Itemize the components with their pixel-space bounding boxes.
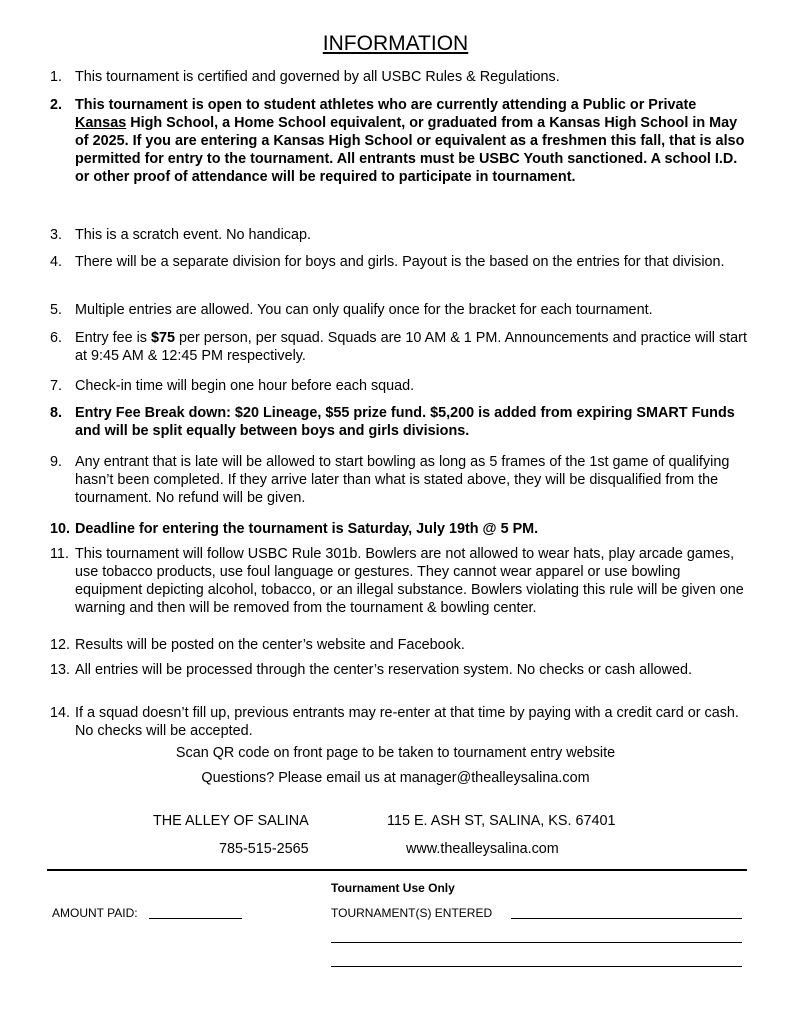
item-text-part: This is a scratch event. No handicap. <box>75 227 311 243</box>
item-text <box>75 301 750 319</box>
info-item <box>50 545 750 617</box>
item-text <box>75 520 750 538</box>
info-item <box>50 704 750 740</box>
tournaments-entered-field-3[interactable] <box>331 966 742 967</box>
amount-paid-field[interactable] <box>149 918 242 919</box>
item-text-part: Multiple entries are allowed. You can only qualify once for the bracket for each tournament. <box>75 302 653 318</box>
info-item <box>50 329 750 365</box>
item-text <box>75 96 750 186</box>
item-text-part: This tournament will follow USBC Rule 301b. Bowlers are not allowed to wear hats, play arcade games, use tobacco products, use foul language or gestures. They cannot wear apparel or use bowling equipment depicting alcohol, tobacco, or an illegal substance. Bowlers violating this rule will be given one warning and then will be removed from the tournament & bowling center. <box>75 546 744 616</box>
info-item <box>50 68 750 86</box>
info-item <box>50 301 750 319</box>
info-item <box>50 453 750 507</box>
tournaments-entered-field-2[interactable] <box>331 942 742 943</box>
info-item <box>50 253 750 271</box>
item-text-part: There will be a separate division for boys and girls. Payout is the based on the entries for that division. <box>75 254 725 270</box>
item-text-part: If a squad doesn’t fill up, previous entrants may re-enter at that time by paying with a credit card or cash. No checks will be accepted. <box>75 705 739 739</box>
item-number: 2. <box>50 97 63 113</box>
item-number: 12. <box>50 637 71 653</box>
item-text <box>75 545 750 617</box>
venue-phone: 785-515-2565 <box>219 841 309 857</box>
venue-address: 115 E. ASH ST, SALINA, KS. 67401 <box>387 813 616 829</box>
item-text-part: High School, a Home School equivalent, or graduated from a Kansas High School in May of 2025. If you are entering a Kansas High School or equivalent as a freshmen this fall, that is also permitted for entry to the tournament. All entrants must be USBC Youth sanctioned. A school I.D. or other proof of attendance will be required to participate in tournament. <box>75 115 745 185</box>
item-text <box>75 453 750 507</box>
item-number: 1. <box>50 69 63 85</box>
venue-name: THE ALLEY OF SALINA <box>153 813 309 829</box>
item-text <box>75 404 750 440</box>
item-text-part: Deadline for entering the tournament is Saturday, July 19th @ 5 PM. <box>75 521 539 537</box>
page-title: INFORMATION <box>322 32 469 55</box>
item-text <box>75 253 750 271</box>
item-text-part: Entry Fee Break down: $20 Lineage, $55 prize fund. $5,200 is added from expiring SMART Funds and will be split equally between boys and girls divisions. <box>75 405 735 439</box>
item-text <box>75 377 750 395</box>
item-text-part: All entries will be processed through the center’s reservation system. No checks or cash allowed. <box>75 662 692 678</box>
info-item <box>50 226 750 244</box>
item-number: 11. <box>50 546 69 562</box>
item-text-underlined: Kansas <box>75 115 127 131</box>
amount-paid-label: AMOUNT PAID: <box>52 906 138 920</box>
item-text-part: per person, per squad. Squads are 10 AM & 1 PM. Announcements and practice will start at 9:45 AM & 12:45 PM respectively. <box>75 330 747 364</box>
item-text-part: Check-in time will begin one hour before each squad. <box>75 378 415 394</box>
item-number: 7. <box>50 378 63 394</box>
venue-website[interactable]: www.thealleysalina.com <box>406 841 559 857</box>
divider <box>47 869 747 871</box>
item-number: 3. <box>50 227 63 243</box>
item-text <box>75 636 750 654</box>
item-text <box>75 68 750 86</box>
item-text-part: This tournament is open to student athletes who are currently attending a Public or Private <box>75 97 697 113</box>
item-text-strong: $75 <box>150 330 175 346</box>
info-item <box>50 661 750 679</box>
item-number: 9. <box>50 454 63 470</box>
item-text <box>75 226 750 244</box>
info-item <box>50 520 750 538</box>
item-text-part: Results will be posted on the center’s website and Facebook. <box>75 637 465 653</box>
item-number: 14. <box>50 705 71 721</box>
questions-note: Questions? Please email us at manager@thealleysalina.com <box>201 770 590 786</box>
form-heading: Tournament Use Only <box>331 881 455 895</box>
tournaments-entered-label: TOURNAMENT(S) ENTERED <box>331 906 493 920</box>
item-number: 4. <box>50 254 63 270</box>
item-number: 13. <box>50 662 71 678</box>
item-number: 5. <box>50 302 63 318</box>
info-item <box>50 96 750 186</box>
item-number: 6. <box>50 330 63 346</box>
info-item <box>50 404 750 440</box>
item-number: 10. <box>50 521 71 537</box>
item-text <box>75 329 750 365</box>
item-text-part: This tournament is certified and governed by all USBC Rules & Regulations. <box>75 69 560 85</box>
item-text <box>75 704 750 740</box>
qr-note: Scan QR code on front page to be taken to tournament entry website <box>175 745 616 761</box>
info-item <box>50 636 750 654</box>
tournaments-entered-field[interactable] <box>511 918 742 919</box>
item-text-part: Entry fee is <box>75 330 151 346</box>
item-number: 8. <box>50 405 63 421</box>
info-item <box>50 377 750 395</box>
item-text <box>75 661 750 679</box>
item-text-part: Any entrant that is late will be allowed to start bowling as long as 5 frames of the 1st game of qualifying hasn’t been completed. If they arrive later than what is stated above, they will be disqualified from the tournament. No refund will be given. <box>75 454 730 506</box>
